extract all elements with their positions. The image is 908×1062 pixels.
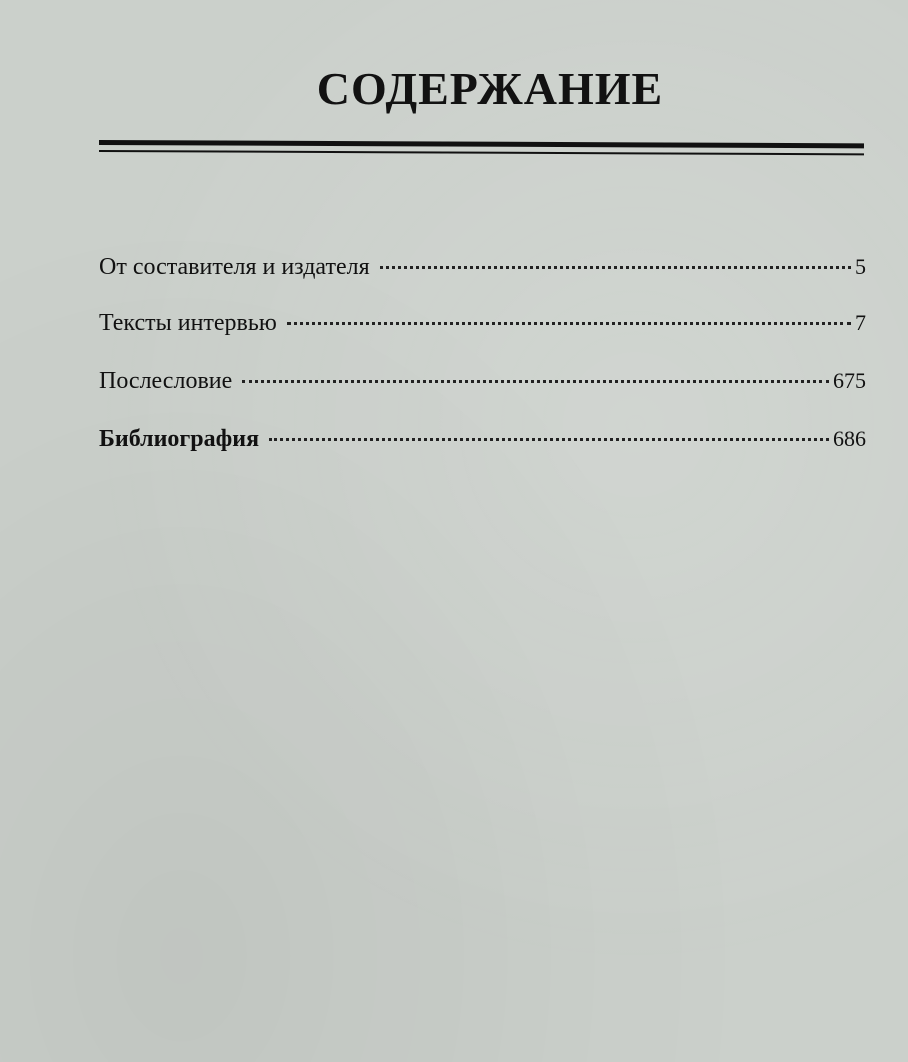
toc-page-number: 7 [855, 310, 866, 335]
toc-entry-interviews [99, 310, 866, 368]
toc-entry-bibliography [99, 426, 866, 484]
toc-leader-dots [287, 322, 851, 325]
toc-page-number: 675 [833, 368, 866, 393]
toc-entry-label: Библиография [99, 426, 260, 452]
toc-leader-dots [242, 380, 829, 383]
title-underline-thick [99, 140, 864, 148]
toc-leader-dots [380, 266, 851, 269]
toc-entry-afterword [99, 368, 866, 426]
toc-page-number: 5 [855, 254, 866, 279]
page-title: СОДЕРЖАНИЕ [316, 63, 664, 114]
toc-leader-dots [269, 438, 829, 441]
toc-page-number: 686 [833, 426, 866, 451]
toc-entry-label: От составителя и издателя [99, 254, 370, 280]
table-of-contents [99, 252, 866, 484]
toc-entry-label: Послесловие [99, 368, 233, 394]
toc-entry-foreword [99, 254, 866, 312]
title-underline-thin [99, 150, 864, 155]
toc-entry-label: Тексты интервью [99, 310, 277, 336]
